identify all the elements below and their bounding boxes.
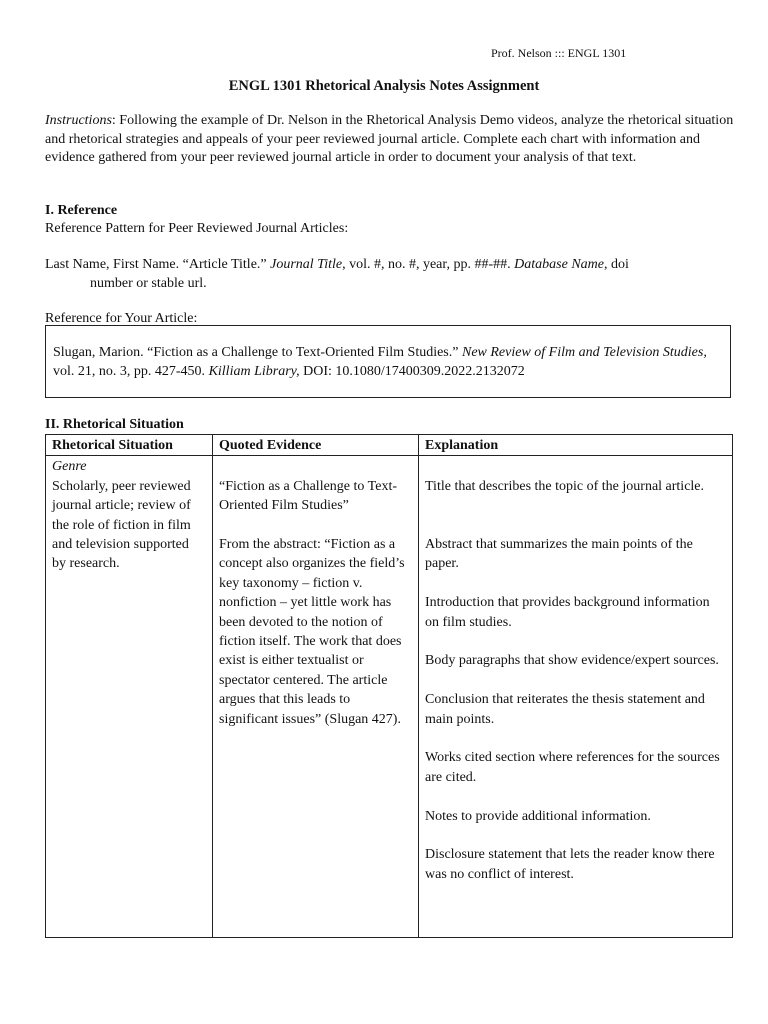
explanation-item: Abstract that summarizes the main points of the paper. — [425, 536, 693, 572]
table-header-row — [46, 435, 733, 456]
situation-text: Scholarly, peer reviewed journal article; review of the role of fiction in film and television supported by research. — [52, 478, 191, 572]
explanation-item: Disclosure statement that lets the reader know there was no conflict of interest. — [425, 847, 715, 882]
pattern-journal: Journal Title — [270, 257, 343, 272]
column-header: Explanation — [419, 435, 733, 456]
pattern-text-3: , doi — [604, 257, 629, 272]
reference-pattern — [45, 256, 735, 293]
explanation-item: Conclusion that reiterates the thesis statement and main points. — [425, 692, 705, 727]
explanation-item: Works cited section where references for the sources are cited. — [425, 750, 720, 785]
situation-cell — [46, 456, 213, 938]
column-header: Rhetorical Situation — [46, 435, 213, 456]
pattern-database: Database Name — [514, 257, 604, 272]
article-ref-journal: New Review of Film and Television Studies, — [461, 345, 707, 360]
pattern-text-1: Last Name, First Name. “Article Title.” — [45, 257, 271, 272]
course-header: Prof. Nelson ::: ENGL 1301 — [491, 46, 627, 60]
section-reference-heading: I. Reference — [45, 203, 118, 218]
rhetorical-situation-table — [45, 434, 733, 938]
pattern-text-2: , vol. #, no. #, year, pp. ##-##. — [342, 257, 515, 272]
article-ref-text-3: DOI: 10.1080/17400309.2022.2132072 — [299, 363, 525, 379]
instructions-paragraph — [45, 112, 735, 168]
evidence-item: “Fiction as a Challenge to Text-Oriented Film Studies” — [219, 478, 397, 514]
article-ref-text-1: Slugan, Marion. “Fiction as a Challenge to Text-Oriented Film Studies.” — [53, 345, 462, 360]
explanation-cell — [419, 456, 733, 938]
article-ref-text-2: vol. 21, no. 3, pp. 427-450. — [53, 363, 209, 379]
explanation-item: Notes to provide additional information. — [425, 808, 651, 824]
evidence-item: From the abstract: “Fiction as a concept also organizes the field’s key taxonomy – fiction v. nonfiction – yet little work has been devoted to the notion of fiction itself. The work that does exist is either textualist or spectator centered. The article argues that this leads to significant issues” (Slugan 427). — [219, 537, 405, 727]
reference-pattern-intro: Reference Pattern for Peer Reviewed Journal Articles: — [45, 221, 349, 236]
article-ref-database: Killiam Library, — [208, 363, 300, 379]
explanation-item: Body paragraphs that show evidence/expert sources. — [425, 653, 719, 669]
column-header: Quoted Evidence — [213, 435, 419, 456]
section-rhetorical-situation-heading: II. Rhetorical Situation — [45, 417, 184, 432]
your-reference-label: Reference for Your Article: — [45, 311, 198, 326]
instructions-label: Instructions — [45, 113, 112, 128]
instructions-text: : Following the example of Dr. Nelson in the Rhetorical Analysis Demo videos, analyze the rhetorical situation and rhetorical strategies and appeals of your peer reviewed journal article. Complete each chart with information and evidence gathered from your peer reviewed journal article in order to document your analysis of that text. — [45, 113, 734, 165]
article-reference-box — [45, 325, 731, 398]
explanation-item: Title that describes the topic of the journal article. — [425, 478, 705, 494]
explanation-item: Introduction that provides background information on film studies. — [425, 595, 710, 630]
pattern-text-4: number or stable url. — [90, 275, 207, 291]
situation-label: Genre — [52, 459, 87, 475]
document-title: ENGL 1301 Rhetorical Analysis Notes Assignment — [228, 78, 540, 94]
table-row — [46, 456, 733, 938]
evidence-cell — [213, 456, 419, 938]
